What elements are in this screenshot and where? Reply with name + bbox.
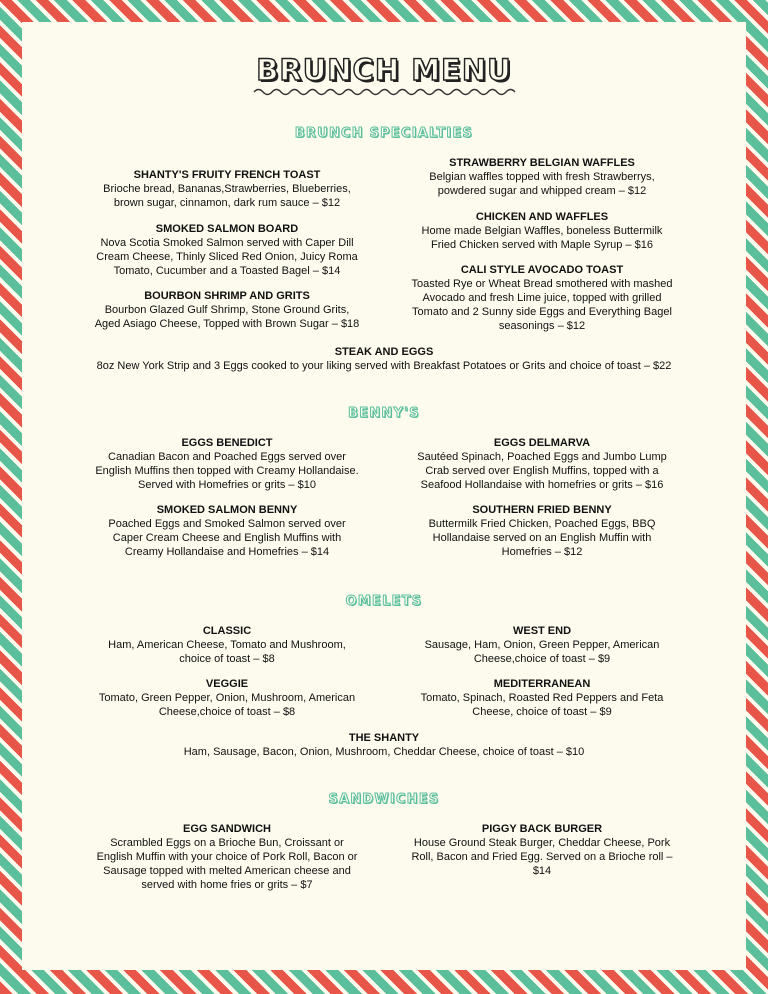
menu-item: [408, 503, 676, 559]
menu-item: [408, 677, 676, 719]
item-name: STEAK AND EGGS: [334, 346, 434, 358]
menu-item: [94, 168, 360, 210]
menu-title: BRUNCH MENU: [256, 53, 512, 87]
item-description: Belgian waffles topped with fresh Strawberrys, powdered sugar and whipped cream – $12: [429, 171, 655, 197]
item-name: PIGGY BACK BURGER: [481, 823, 603, 835]
menu-item: [60, 731, 708, 759]
item-name: SMOKED SALMON BOARD: [155, 223, 299, 235]
item-description: Sautéed Spinach, Poached Eggs and Jumbo Lump Crab served over English Muffins, topped with a Seafood Hollandaise with homefries or grits – $16: [417, 451, 667, 491]
item-description: Ham, American Cheese, Tomato and Mushroom, choice of toast – $8: [108, 639, 346, 665]
section-heading-bennys: BENNY'S: [348, 406, 420, 421]
item-name: SOUTHERN FRIED BENNY: [472, 504, 612, 516]
item-name: CHICKEN AND WAFFLES: [475, 211, 609, 223]
item-description: Ham, Sausage, Bacon, Onion, Mushroom, Cheddar Cheese, choice of toast – $10: [183, 746, 585, 758]
item-name: STRAWBERRY BELGIAN WAFFLES: [449, 157, 635, 169]
item-description: Tomato, Green Pepper, Onion, Mushroom, American Cheese,choice of toast – $8: [98, 692, 356, 718]
item-description: Poached Eggs and Smoked Salmon served over Caper Cream Cheese and English Muffins with Creamy Hollandaise and Homefries – $14: [108, 518, 346, 558]
item-description: House Ground Steak Burger, Cheddar Cheese, Pork Roll, Bacon and Fried Egg. Served on a Brioche roll – $14: [411, 837, 673, 877]
menu-item: [94, 677, 360, 719]
menu-item: [94, 822, 360, 892]
item-name: WEST END: [512, 625, 572, 637]
item-name: EGGS DELMARVA: [493, 437, 591, 449]
item-description: Sausage, Ham, Onion, Green Pepper, American Cheese,choice of toast – $9: [424, 639, 660, 665]
menu-item: [408, 436, 676, 492]
item-name: EGGS BENEDICT: [181, 437, 273, 449]
menu-item: [94, 222, 360, 278]
menu-item: [94, 436, 360, 492]
section-heading-sandwiches: SANDWICHES: [328, 792, 440, 807]
menu-item: [408, 156, 676, 198]
menu-item: [408, 263, 676, 333]
menu-item: [408, 624, 676, 666]
squiggle-divider: [252, 86, 516, 98]
menu-item: [60, 345, 708, 373]
item-description: Home made Belgian Waffles, boneless Buttermilk Fried Chicken served with Maple Syrup – $16: [421, 225, 663, 251]
menu-item: [94, 289, 360, 331]
item-name: SHANTY'S FRUITY FRENCH TOAST: [133, 169, 321, 181]
item-description: Brioche bread, Bananas,Strawberries, Blueberries, brown sugar, cinnamon, dark rum sauce – $12: [103, 183, 351, 209]
item-name: SMOKED SALMON BENNY: [156, 504, 298, 516]
item-name: EGG SANDWICH: [183, 823, 271, 835]
item-name: VEGGIE: [205, 678, 249, 690]
item-description: Nova Scotia Smoked Salmon served with Caper Dill Cream Cheese, Thinly Sliced Red Onion, Juicy Roma Tomato, Cucumber and a Toasted Bagel – $14: [96, 237, 358, 277]
menu-item: [408, 822, 676, 878]
item-name: CALI STYLE AVOCADO TOAST: [460, 264, 624, 276]
item-name: CLASSIC: [202, 625, 252, 637]
menu-item: [94, 624, 360, 666]
item-description: Buttermilk Fried Chicken, Poached Eggs, BBQ Hollandaise served on an English Muffin with Homefries – $12: [428, 518, 656, 558]
item-description: Bourbon Glazed Gulf Shrimp, Stone Ground Grits, Aged Asiago Cheese, Topped with Brown Sugar – $18: [94, 304, 360, 330]
item-name: BOURBON SHRIMP AND GRITS: [144, 290, 310, 302]
item-name: THE SHANTY: [348, 732, 420, 744]
item-description: Toasted Rye or Wheat Bread smothered with mashed Avocado and fresh Lime juice, topped with grilled Tomato and 2 Sunny side Eggs and Everything Bagel seasonings – $12: [411, 278, 673, 332]
menu-item: [94, 503, 360, 559]
item-description: Tomato, Spinach, Roasted Red Peppers and Feta Cheese, choice of toast – $9: [420, 692, 664, 718]
section-heading-omelets: OMELETS: [345, 594, 423, 609]
section-heading-brunch-specialties: BRUNCH SPECIALTIES: [294, 126, 474, 141]
item-name: MEDITERRANEAN: [493, 678, 591, 690]
menu-item: [408, 210, 676, 252]
item-description: Scrambled Eggs on a Brioche Bun, Croissant or English Muffin with your choice of Pork Roll, Bacon or Sausage topped with melted American cheese and served with home fries or grits – $7: [96, 837, 358, 891]
item-description: 8oz New York Strip and 3 Eggs cooked to your liking served with Breakfast Potatoes or Grits and choice of toast – $22: [96, 360, 672, 372]
item-description: Canadian Bacon and Poached Eggs served over English Muffins then topped with Creamy Hollandaise. Served with Homefries or grits – $10: [95, 451, 359, 491]
